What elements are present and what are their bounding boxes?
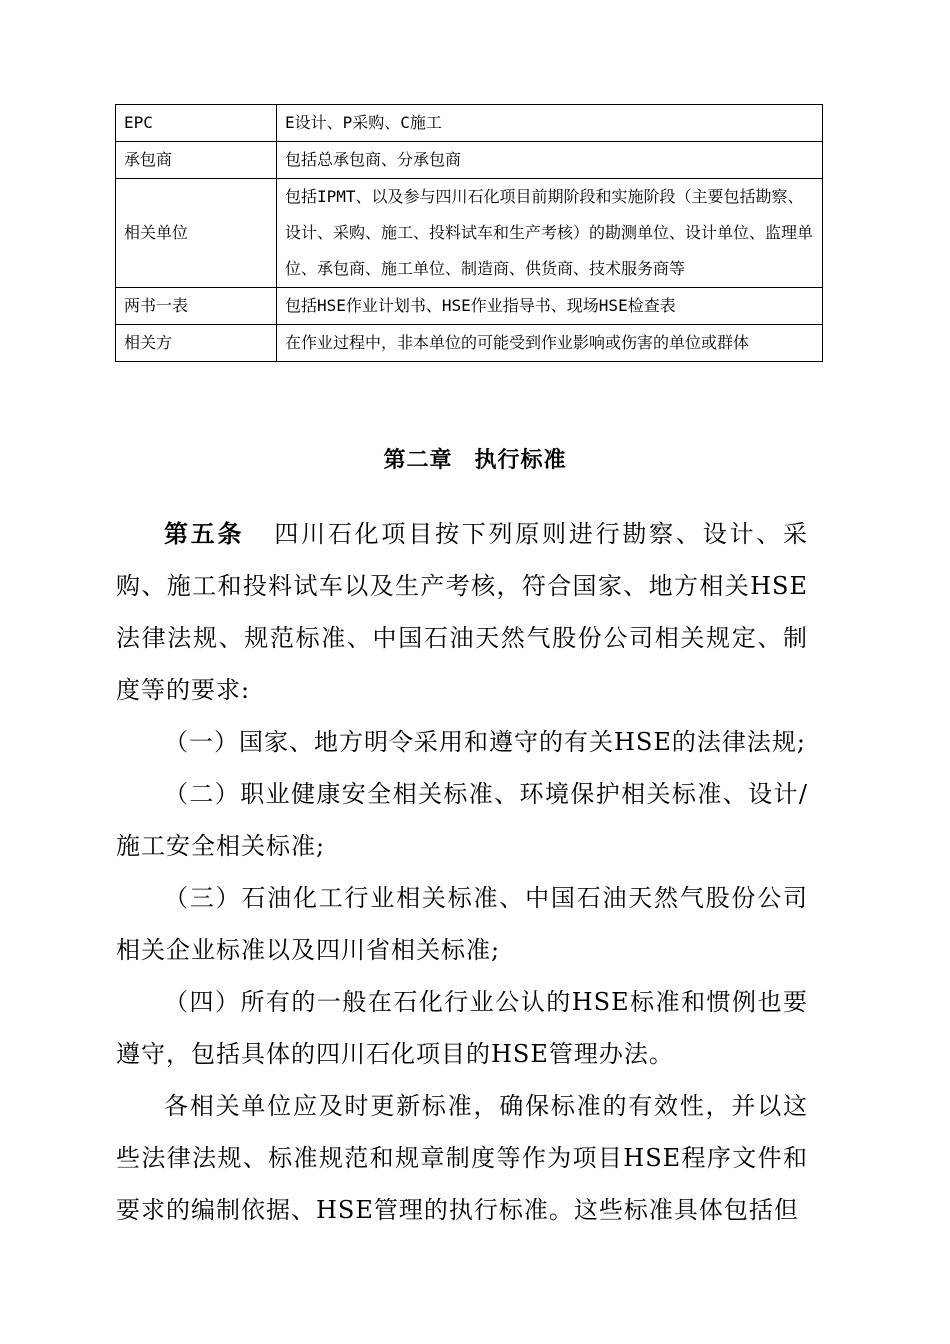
table-row bbox=[116, 179, 823, 288]
definition-cell: 包括总承包商、分承包商 bbox=[277, 142, 823, 179]
article-intro: 四川石化项目按下列原则进行勘察、设计、采购、施工和投料试车以及生产考核，符合国家、地方相关HSE法律法规、规范标准、中国石油天然气股份公司相关规定、制度等的要求: bbox=[116, 520, 809, 704]
list-item: （一）国家、地方明令采用和遵守的有关HSE的法律法规; bbox=[164, 728, 806, 756]
definitions-table bbox=[115, 104, 823, 362]
term-cell: EPC bbox=[116, 105, 277, 142]
article-paragraph bbox=[116, 508, 808, 716]
list-item: （二）职业健康安全相关标准、环境保护相关标准、设计/施工安全相关标准; bbox=[116, 780, 808, 860]
document-body bbox=[116, 508, 808, 1236]
chapter-number: 第二章 bbox=[383, 448, 453, 473]
list-item: （四）所有的一般在石化行业公认的HSE标准和惯例也要遵守，包括具体的四川石化项目的HSE管理办法。 bbox=[116, 988, 808, 1068]
closing-paragraph: 各相关单位应及时更新标准，确保标准的有效性，并以这些法律法规、标准规范和规章制度等作为项目HSE程序文件和要求的编制依据、HSE管理的执行标准。这些标准具体包括但 bbox=[116, 1092, 808, 1224]
article-label: 第五条 bbox=[164, 520, 245, 548]
term-cell: 两书一表 bbox=[116, 288, 277, 325]
table-row bbox=[116, 105, 823, 142]
definition-cell: 包括HSE作业计划书、HSE作业指导书、现场HSE检查表 bbox=[277, 288, 823, 325]
definition-cell: 包括IPMT、以及参与四川石化项目前期阶段和实施阶段（主要包括勘察、设计、采购、施工、投料试车和生产考核）的勘测单位、设计单位、监理单位、承包商、施工单位、制造商、供货商、技术服务商等 bbox=[277, 179, 823, 288]
list-item: （三）石油化工行业相关标准、中国石油天然气股份公司相关企业标准以及四川省相关标准; bbox=[116, 884, 808, 964]
chapter-heading bbox=[0, 443, 950, 479]
term-cell: 相关单位 bbox=[116, 179, 277, 288]
table-row bbox=[116, 288, 823, 325]
table-row bbox=[116, 325, 823, 362]
definition-cell: E设计、P采购、C施工 bbox=[277, 105, 823, 142]
term-cell: 承包商 bbox=[116, 142, 277, 179]
chapter-title: 执行标准 bbox=[474, 448, 567, 473]
definition-cell: 在作业过程中，非本单位的可能受到作业影响或伤害的单位或群体 bbox=[277, 325, 823, 362]
table-row bbox=[116, 142, 823, 179]
term-cell: 相关方 bbox=[116, 325, 277, 362]
